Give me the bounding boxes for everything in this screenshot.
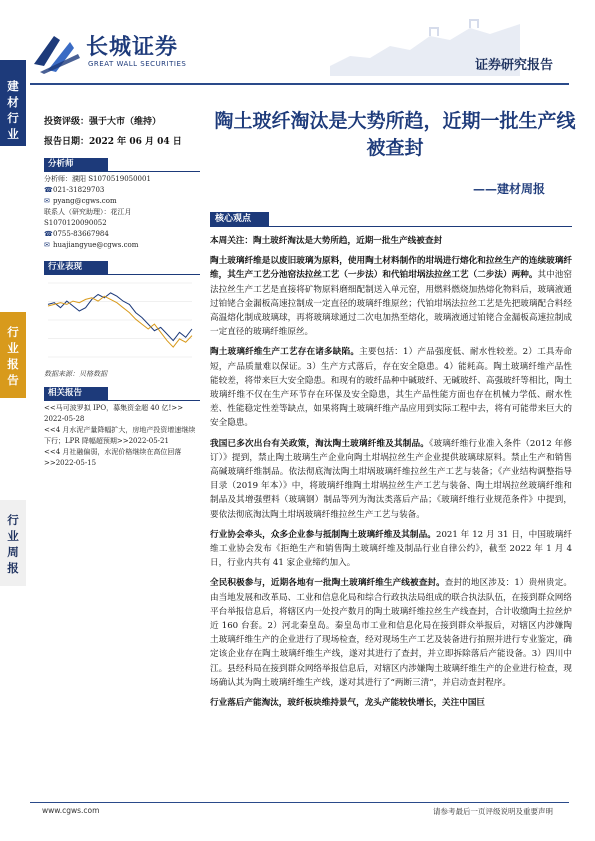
related-report-1-date: 2022-05-28 (44, 415, 85, 423)
logo-english-text: GREAT WALL SECURITIES (88, 60, 187, 68)
paragraph: 陶土玻璃纤维生产工艺存在诸多缺陷。主要包括：1）产品强度低、耐水性较差。2）工具寿命短，产品质量难以保证。3）生产方式落后，存在安全隐患。4）能耗高。陶土玻璃纤维产品性能较差，将带来巨大安全隐患。和现有的玻纤品种中碱玻纤、无碱玻纤、高强玻纤等相比，陶土玻璃纤维不仅在生产环节存在环保及安全隐患，其生产品性能方面也存在机械力学低、耐水性差、性能稳定性差等缺点，如果将陶土玻璃纤维产品应用到实际工程中去，将有可能带来巨大的安全隐患。 (210, 347, 572, 429)
email-icon: ✉ (44, 241, 50, 249)
phone-icon: ☎ (44, 230, 53, 238)
analyst-section-head: 分析师 (44, 158, 108, 171)
report-header (0, 0, 595, 92)
analyst-info (44, 174, 200, 251)
performance-chart-svg (44, 277, 196, 367)
footer-divider (30, 802, 569, 803)
core-view-rule (210, 226, 572, 227)
paragraph: 陶土玻璃纤维是以废旧玻璃为原料，使用陶土材料制作的坩埚进行熔化和拉丝生产的连续玻璃纤维，其生产工艺分池窑法拉丝工艺（一步法）和代铂坩埚法拉丝工艺（二步法）两种。其中池窑法拉丝生产工艺是直接将矿物原料磨细配制送入单元窑，用燃料燃烧加热熔化物料后，玻璃液通过铂铑合金漏板高速拉制成一定直径的玻璃纤维原丝；代铂坩埚法拉丝工艺是先把玻璃配合料经高温熔化制成玻璃球，再将玻璃球通过二次电加热至熔化，玻璃液通过铂铑合金漏板高速拉制成一定直径的玻璃纤维原丝。 (210, 256, 572, 338)
industry-performance-chart (44, 277, 196, 367)
contact-phone: ☎ 0755-83667984 (44, 230, 109, 238)
analyst-rule (44, 171, 200, 172)
footer-url[interactable]: www.cgws.com (42, 806, 100, 815)
trend-rule (44, 274, 200, 275)
logo-chinese-text: 长城证券 (86, 35, 179, 60)
company-logo (30, 26, 230, 80)
related-report-2[interactable]: <<4 月水泥产量降幅扩大，房地产投资增速继续下行；LPR 降幅超预期>>2022-05-21 (44, 426, 196, 445)
paragraph: 行业落后产能淘汰，玻纤板块维持景气，龙头产能较快增长，关注中国巨 (210, 698, 486, 709)
phone-icon: ☎ (44, 186, 53, 194)
chart-source: 数据来源：贝格数据 (44, 370, 107, 378)
side-tab-report: 行 业 报 告 (0, 312, 26, 398)
rating-line: 投资评级：强于大市（维持） (44, 117, 162, 127)
core-view-body (210, 234, 572, 716)
footer-disclaimer: 请参考最后一页评级说明及重要声明 (433, 807, 553, 816)
related-report-1[interactable]: <<马可波罗拟 IPO，募集资金超 40 亿!>> (44, 404, 184, 412)
core-view-head: 核心观点 (210, 212, 269, 226)
report-subtitle: ——建材周报 (472, 182, 545, 196)
analyst-name: 分析师：濮阳 S1070519050001 (44, 175, 151, 183)
paragraph: 全民积极参与，近期各地有一批陶土玻璃纤维生产线被查封。查封的地区涉及：1）贵州贵定。由当地发展和改革局、工业和信息化局和综合行政执法局组成的联合执法队伍，在接到群众网络平台举报信息后，将辖区内一处投产数月的陶土玻璃纤维拉丝生产线查封，合计收缴陶土拉丝炉近 160 台套。2）河北秦皇岛。秦皇岛市工业和信息化局在接到群众举报后，对辖区内涉嫌陶土玻璃纤维生产的企业进行了现场检查，经对现场生产工艺及装备进行拍照并进行专业鉴定，确定该企业存在陶土玻璃纤维生产线，遂对其进行了查封，并立即拆除落后产能设备。3）四川中江。县经科局在接到群众网络举报信息后，对辖区内涉嫌陶土玻璃纤维生产的企业进行检查，现场确认其为陶土玻璃纤维生产线，遂对其进行了“两断三清”，并启动查封程序。 (210, 578, 572, 688)
contact-name: 联系人（研究助理）：花江月 (44, 208, 132, 216)
contact-license: S1070120090052 (44, 219, 107, 227)
related-rule (44, 400, 200, 401)
related-section-head: 相关报告 (44, 387, 108, 400)
side-tab-weekly: 行 业 周 报 (0, 500, 26, 586)
report-title: 陶土玻纤淘汰是大势所趋，近期一批生产线被查封 (214, 110, 576, 159)
paragraph: 行业协会牵头，众多企业参与抵制陶土玻璃纤维及其制品。2021 年 12 月 31 日，中国玻璃纤维工业协会发布《拒绝生产和销售陶土玻璃纤维及制品行业自律公约》，截至 2022 年 1 月 4 日，行业内共有 41 家企业缔约加入。 (210, 529, 572, 569)
contact-email[interactable]: ✉ huajiangyue@cgws.com (44, 241, 139, 249)
paragraph: 我国已多次出台有关政策，淘汰陶土玻璃纤维及其制品。《玻璃纤维行业准入条件（2012 年修订）》提到，禁止陶土玻璃生产企业向陶土坩埚拉丝生产企业提供玻璃球原料。禁止生产和销售高碱玻璃纤维制品。依法彻底淘汰陶土坩埚玻璃纤维拉丝生产工艺与装备；《产业结构调整指导目录（2019 年本）》中，将玻璃纤维陶土坩埚拉丝生产工艺与装备、陶土坩埚拉丝玻璃纤维和制品及其增强塑料（玻璃钢）制品等列为淘汰类落后产品；《玻璃纤维行业规范条件》中提到，要依法彻底淘汰陶土坩埚玻璃纤维拉丝生产工艺与装备。 (210, 438, 572, 520)
side-tab-industry: 建 材 行 业 (0, 60, 26, 146)
report-date: 报告日期：2022 年 06 月 04 日 (44, 137, 182, 147)
related-report-3[interactable]: <<4 月社融偏弱，水泥价格继续在高位回落>>2022-05-15 (44, 448, 182, 467)
trend-section-head: 行业表现 (44, 261, 108, 274)
chart-series-line-1 (48, 293, 192, 341)
left-column (44, 112, 200, 469)
email-icon: ✉ (44, 197, 50, 205)
analyst-phone: ☎ 021-31829703 (44, 186, 105, 194)
header-divider (30, 83, 569, 85)
report-type-label: 证券研究报告 (474, 58, 553, 73)
analyst-email[interactable]: ✉ pyang@cgws.com (44, 197, 117, 205)
paragraph: 本周关注：陶土玻纤淘汰是大势所趋，近期一批生产线被查封 (210, 236, 443, 246)
related-reports (44, 403, 200, 469)
